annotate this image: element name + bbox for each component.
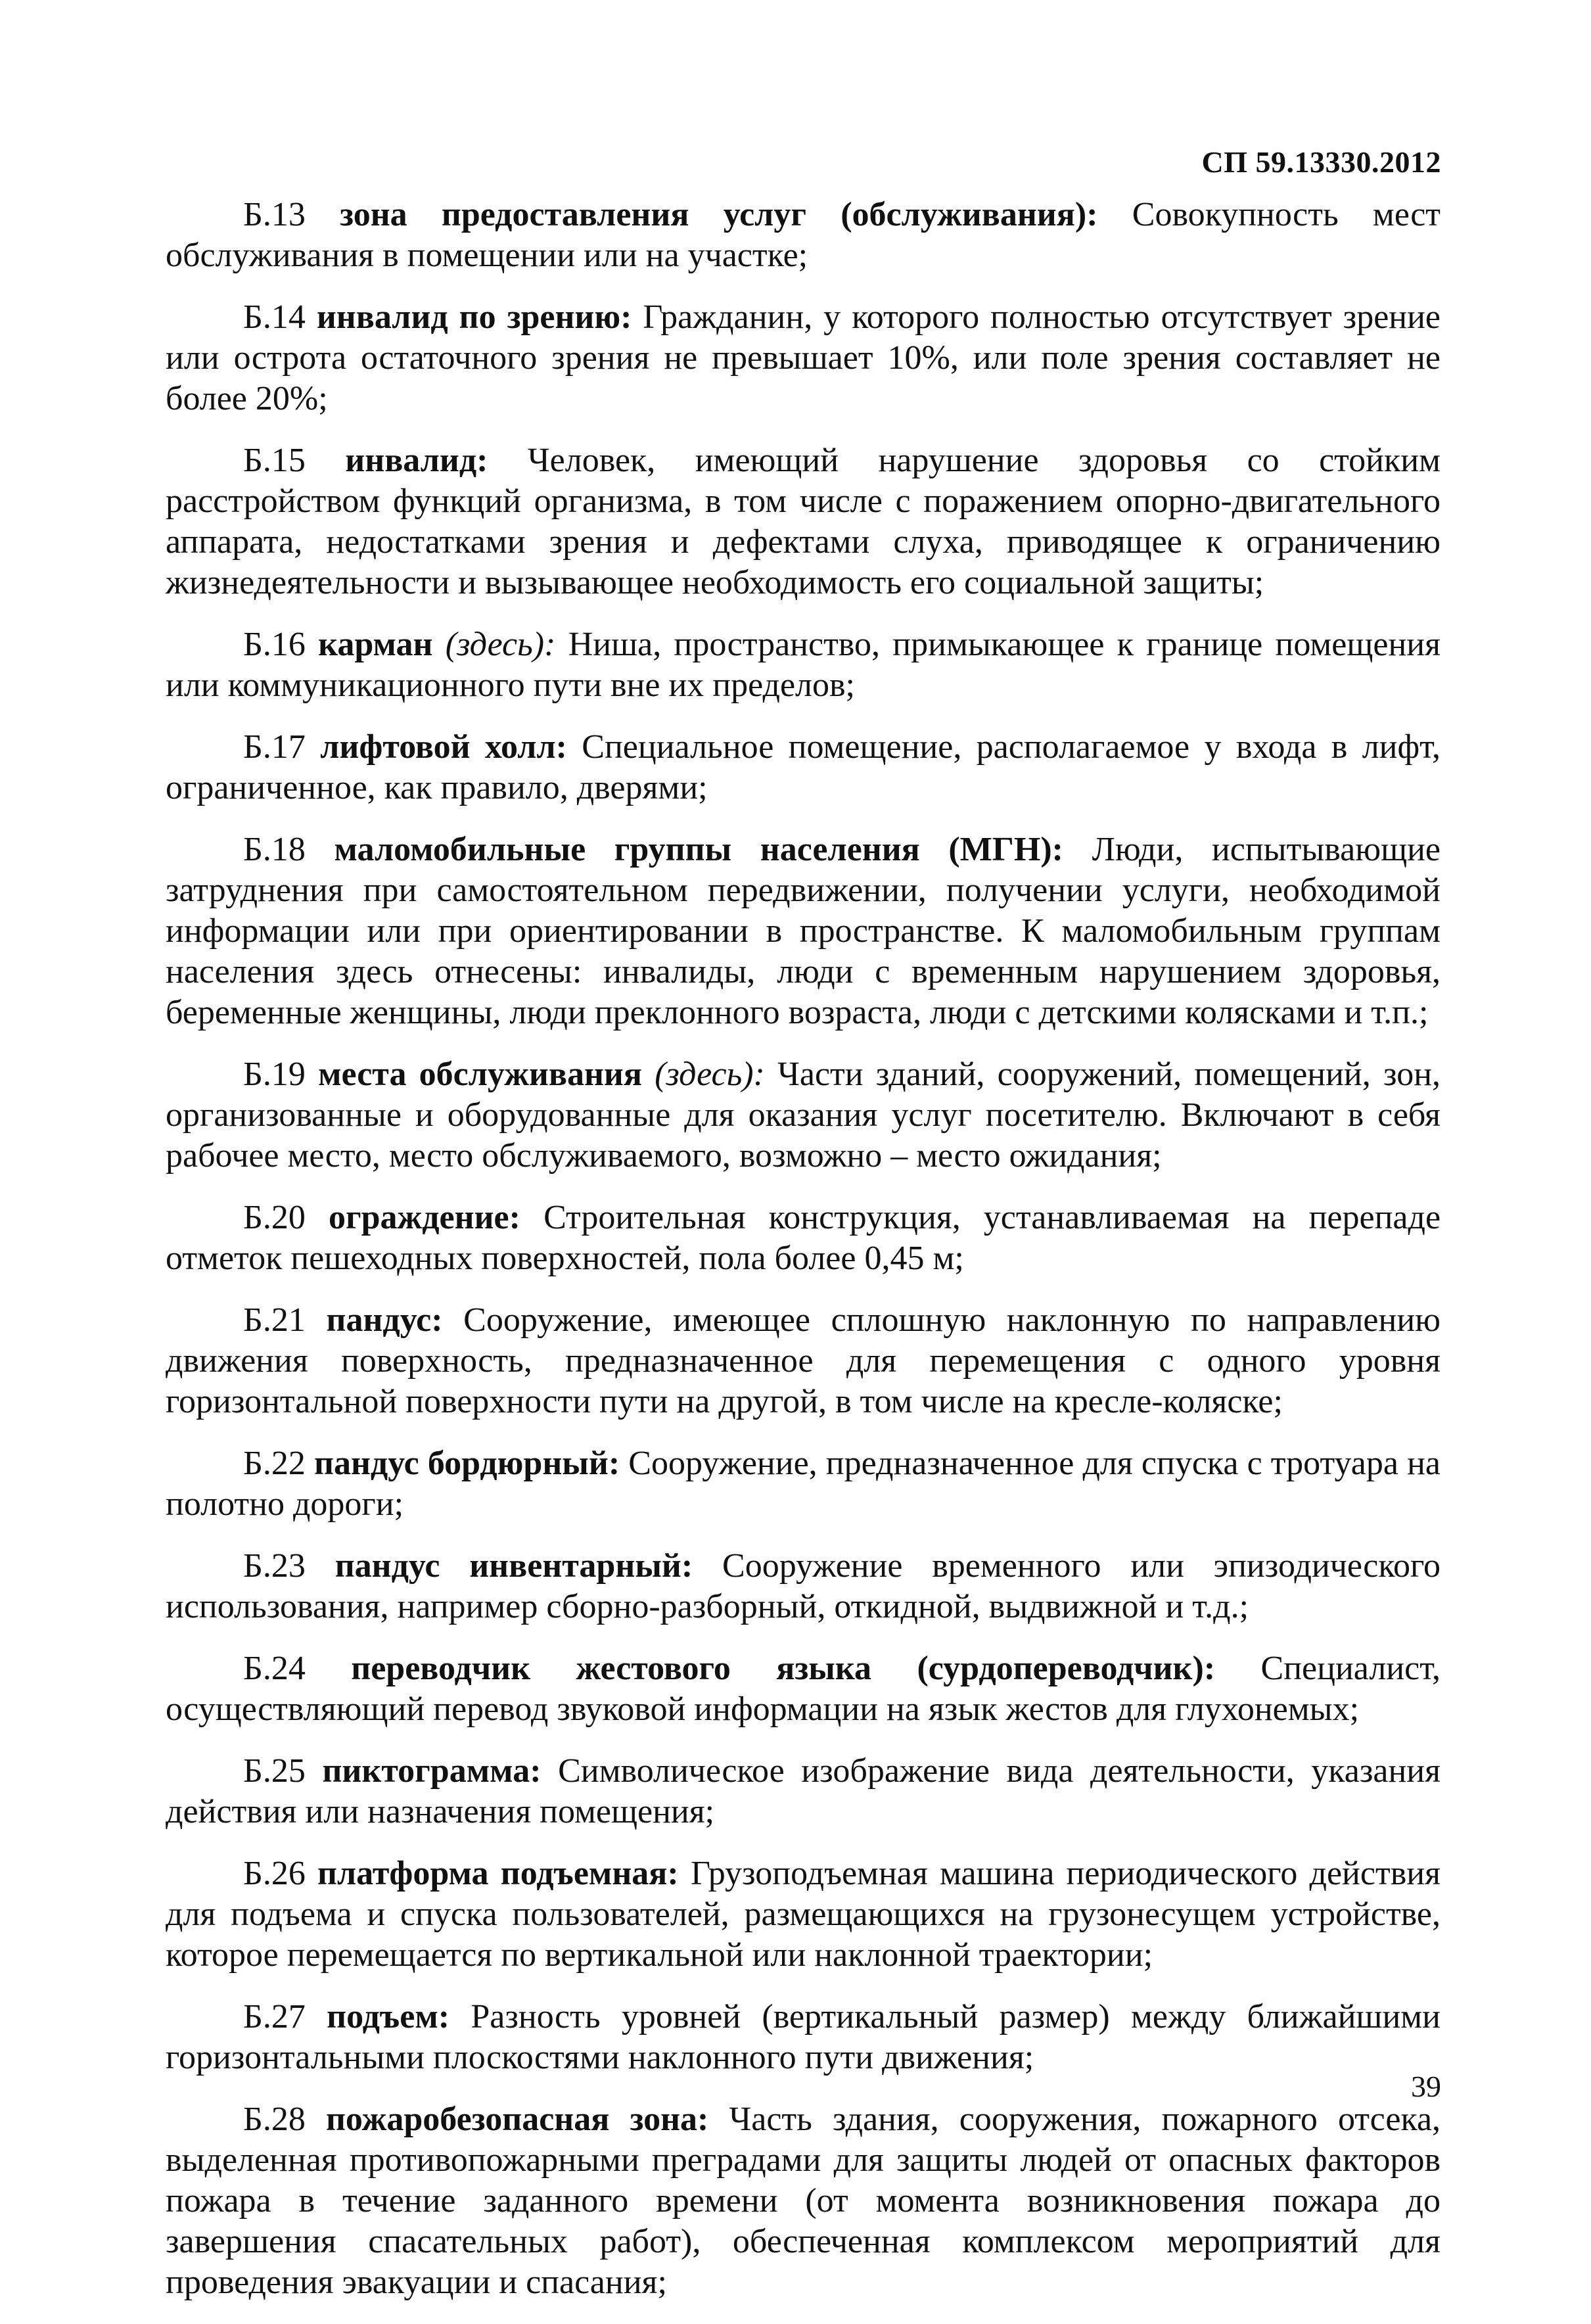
entry-number: Б.22 xyxy=(243,1445,306,1482)
entry-definition: Строительная конструкция, устанавливаемая на перепаде отметок пешеходных поверхностей, пола более 0,45 м; xyxy=(166,1199,1441,1277)
definition-entry xyxy=(166,297,1441,419)
definition-entry xyxy=(166,829,1441,1033)
entry-number: Б.17 xyxy=(243,728,306,766)
entry-number: Б.21 xyxy=(243,1301,306,1339)
entry-definition: Часть здания, сооружения, пожарного отсека, выделенная противопожарными преградами для защиты людей от опасных факторов пожара в течение заданного времени (от момента возникновения пожара до завершения спасательных работ), обеспеченная комплексом мероприятий для проведения эвакуации и спасания; xyxy=(166,2101,1441,2301)
definitions-list xyxy=(166,195,1441,2324)
entry-term: платформа подъемная: xyxy=(317,1855,679,1892)
document-code: СП 59.13330.2012 xyxy=(1201,145,1441,179)
entry-number: Б.25 xyxy=(243,1752,306,1790)
entry-term: подъем: xyxy=(327,1998,450,2035)
entry-term: пожаробезопасная зона: xyxy=(325,2101,709,2138)
entry-term: маломобильные группы населения (МГН): xyxy=(334,831,1063,868)
entry-number: Б.24 xyxy=(243,1650,306,1687)
entry-definition: Человек, имеющий нарушение здоровья со стойким расстройством функций организма, в том числе с поражением опорно-двигательного аппарата, недостатками зрения и дефектами слуха, приводящее к ограничению жизнедеятельности и вызывающее необходимость его социальной защиты; xyxy=(166,442,1441,601)
page-number: 39 xyxy=(1411,2070,1441,2103)
entry-number: Б.20 xyxy=(243,1199,306,1236)
entry-definition: Гражданин, у которого полностью отсутствует зрение или острота остаточного зрения не превышает 10%, или поле зрения составляет не более 20%; xyxy=(166,298,1441,417)
entry-definition: Грузоподъемная машина периодического действия для подъема и спуска пользователей, размещающихся на грузонесущем устройстве, которое перемещается по вертикальной или наклонной траектории; xyxy=(166,1855,1441,1974)
definition-entry xyxy=(166,1546,1441,1627)
entry-definition: Люди, испытывающие затруднения при самостоятельном передвижении, получении услуги, необходимой информации или при ориентировании в пространстве. К маломобильным группам населения здесь отнесены: инвалиды, люди с временным нарушением здоровья, беременные женщины, люди преклонного возраста, люди с детскими колясками и т.п.; xyxy=(166,831,1441,1031)
entry-number: Б.28 xyxy=(243,2101,306,2138)
definition-entry xyxy=(166,195,1441,276)
entry-term: зона предоставления услуг (обслуживания): xyxy=(340,196,1098,233)
entry-definition: Части зданий, сооружений, помещений, зон, организованные и оборудованные для оказания услуг посетителю. Включают в себя рабочее место, место обслуживаемого, возможно – место ожидания; xyxy=(166,1056,1441,1174)
entry-definition: Разность уровней (вертикальный размер) между ближайшими горизонтальными плоскостями наклонного пути движения; xyxy=(166,1998,1441,2076)
definition-entry xyxy=(166,1197,1441,1279)
entry-term: переводчик жестового языка (сурдопереводчик): xyxy=(351,1650,1216,1687)
entry-term: лифтовой холл: xyxy=(320,728,567,766)
entry-number: Б.19 xyxy=(243,1056,306,1093)
definition-entry xyxy=(166,1648,1441,1730)
entry-definition: Специалист, осуществляющий перевод звуковой информации на язык жестов для глухонемых; xyxy=(166,1650,1441,1728)
entry-term: пандус бордюрный: xyxy=(313,1445,620,1482)
definition-entry xyxy=(166,440,1441,603)
entry-number: Б.23 xyxy=(243,1547,306,1585)
entry-term: инвалид: xyxy=(345,442,488,479)
definition-entry xyxy=(166,1300,1441,1422)
entry-definition: Сооружение временного или эпизодического использования, например сборно-разборный, откидной, выдвижной и т.д.; xyxy=(166,1547,1441,1625)
entry-definition: Совокупность мест обслуживания в помещении или на участке; xyxy=(166,196,1441,274)
definition-entry xyxy=(166,1443,1441,1525)
definition-entry xyxy=(166,624,1441,706)
entry-number: Б.26 xyxy=(243,1855,306,1892)
entry-term: пиктограмма: xyxy=(322,1752,542,1790)
entry-definition: Символическое изображение вида деятельности, указания действия или назначения помещения; xyxy=(166,1752,1441,1830)
entry-definition: Сооружение, предназначенное для спуска с тротуара на полотно дороги; xyxy=(166,1445,1441,1523)
entry-note: (здесь): xyxy=(445,626,556,663)
definition-entry xyxy=(166,1853,1441,1976)
entry-term: карман xyxy=(318,626,433,663)
entry-term: ограждение: xyxy=(328,1199,520,1236)
entry-number: Б.16 xyxy=(243,626,306,663)
entry-definition: Сооружение, имеющее сплошную наклонную по направлению движения поверхность, предназначенное для перемещения с одного уровня горизонтальной поверхности пути на другой, в том числе на кресле-коляске; xyxy=(166,1301,1441,1420)
entry-term: места обслуживания xyxy=(318,1056,643,1093)
entry-number: Б.15 xyxy=(243,442,306,479)
entry-term: пандус: xyxy=(326,1301,443,1339)
definition-entry xyxy=(166,2099,1441,2303)
entry-definition: Ниша, пространство, примыкающее к границе помещения или коммуникационного пути вне их пределов; xyxy=(166,626,1441,704)
definition-entry xyxy=(166,1054,1441,1176)
definition-entry xyxy=(166,1997,1441,2078)
entry-term: инвалид по зрению: xyxy=(316,298,632,336)
entry-term: пандус инвентарный: xyxy=(334,1547,693,1585)
entry-note: (здесь): xyxy=(655,1056,765,1093)
entry-definition: Специальное помещение, располагаемое у входа в лифт, ограниченное, как правило, дверями; xyxy=(166,728,1441,806)
entry-number: Б.27 xyxy=(243,1998,306,2035)
definition-entry xyxy=(166,1751,1441,1832)
definition-entry xyxy=(166,727,1441,808)
entry-number: Б.14 xyxy=(243,298,306,336)
entry-number: Б.13 xyxy=(243,196,306,233)
entry-number: Б.18 xyxy=(243,831,306,868)
